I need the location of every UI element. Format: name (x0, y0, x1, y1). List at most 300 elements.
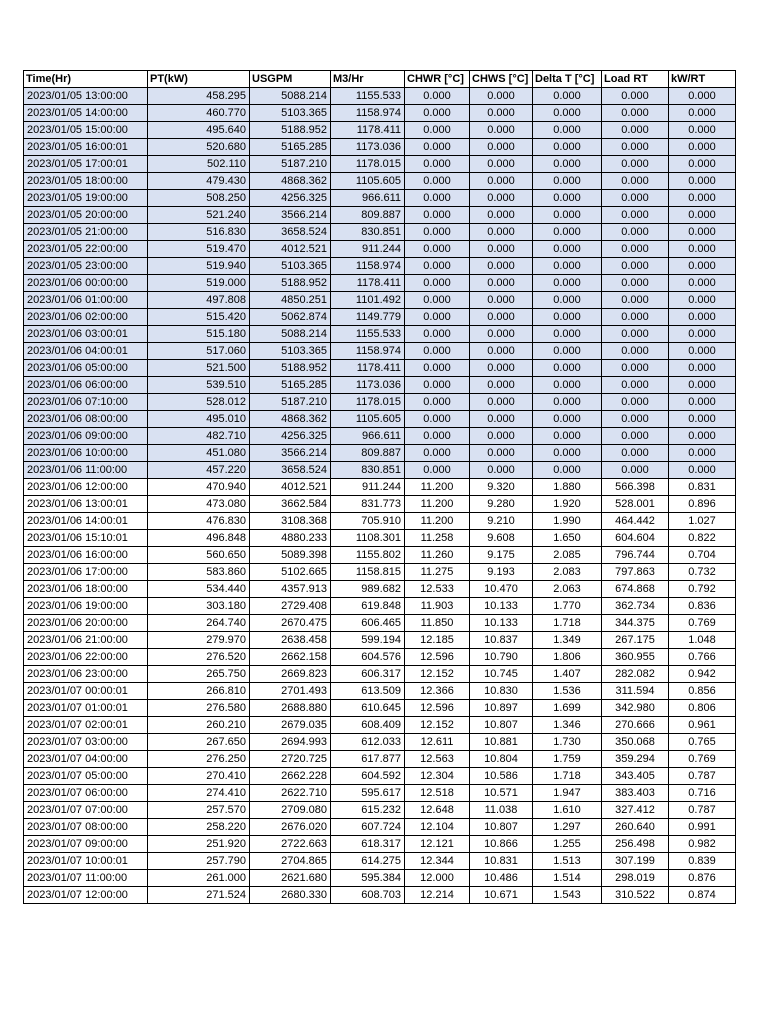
table-row (24, 530, 736, 547)
table-cell: 0.000 (405, 241, 470, 258)
table-cell: 5187.210 (250, 394, 331, 411)
table-cell: 796.744 (602, 547, 669, 564)
table-cell: 12.518 (405, 785, 470, 802)
table-cell: 0.000 (533, 394, 602, 411)
table-cell: 11.200 (405, 479, 470, 496)
table-cell: 2023/01/06 14:00:01 (24, 513, 148, 530)
table-cell: 0.000 (405, 258, 470, 275)
table-cell: 12.648 (405, 802, 470, 819)
table-cell: 0.961 (669, 717, 736, 734)
table-cell: 0.000 (602, 462, 669, 479)
table-cell: 12.596 (405, 649, 470, 666)
table-cell: 495.010 (148, 411, 250, 428)
table-cell: 0.000 (669, 105, 736, 122)
table-cell: 451.080 (148, 445, 250, 462)
table-cell: 0.000 (405, 445, 470, 462)
table-row (24, 870, 736, 887)
table-cell: 1178.411 (331, 360, 405, 377)
table-cell: 0.000 (470, 292, 533, 309)
table-cell: 2023/01/06 21:00:00 (24, 632, 148, 649)
table-cell: 2023/01/06 10:00:00 (24, 445, 148, 462)
table-cell: 1173.036 (331, 139, 405, 156)
table-cell: 10.133 (470, 615, 533, 632)
table-row (24, 853, 736, 870)
table-cell: 517.060 (148, 343, 250, 360)
table-cell: 0.000 (602, 241, 669, 258)
table-cell: 1178.015 (331, 394, 405, 411)
table-cell: 0.000 (470, 241, 533, 258)
table-cell: 2694.993 (250, 734, 331, 751)
table-cell: 1.718 (533, 615, 602, 632)
table-cell: 260.640 (602, 819, 669, 836)
table-cell: 1178.411 (331, 275, 405, 292)
table-row (24, 207, 736, 224)
table-cell: 383.403 (602, 785, 669, 802)
table-cell: 342.980 (602, 700, 669, 717)
table-row (24, 309, 736, 326)
table-cell: 2023/01/07 06:00:00 (24, 785, 148, 802)
table-cell: 1105.605 (331, 173, 405, 190)
column-header: PT(kW) (148, 71, 250, 88)
table-cell: 0.000 (470, 445, 533, 462)
table-cell: 0.000 (669, 360, 736, 377)
table-cell: 5187.210 (250, 156, 331, 173)
table-cell: 10.807 (470, 819, 533, 836)
table-cell: 989.682 (331, 581, 405, 598)
table-cell: 0.000 (533, 275, 602, 292)
table-cell: 4012.521 (250, 241, 331, 258)
table-cell: 4868.362 (250, 173, 331, 190)
table-cell: 0.000 (470, 428, 533, 445)
table-cell: 0.000 (669, 122, 736, 139)
table-cell: 9.320 (470, 479, 533, 496)
table-cell: 618.317 (331, 836, 405, 853)
table-cell: 10.881 (470, 734, 533, 751)
table-cell: 1.514 (533, 870, 602, 887)
table-cell: 0.876 (669, 870, 736, 887)
column-header: CHWR [°C] (405, 71, 470, 88)
table-cell: 0.000 (533, 156, 602, 173)
table-cell: 270.666 (602, 717, 669, 734)
table-cell: 0.000 (470, 88, 533, 105)
table-cell: 0.000 (533, 241, 602, 258)
table-cell: 267.175 (602, 632, 669, 649)
table-cell: 12.563 (405, 751, 470, 768)
table-cell: 344.375 (602, 615, 669, 632)
table-cell: 11.038 (470, 802, 533, 819)
table-cell: 0.000 (533, 122, 602, 139)
table-cell: 0.000 (470, 394, 533, 411)
table-cell: 0.792 (669, 581, 736, 598)
table-cell: 12.185 (405, 632, 470, 649)
table-cell: 476.830 (148, 513, 250, 530)
table-cell: 12.104 (405, 819, 470, 836)
table-cell: 11.200 (405, 496, 470, 513)
column-header: Delta T [°C] (533, 71, 602, 88)
table-cell: 0.000 (405, 207, 470, 224)
table-row (24, 836, 736, 853)
table-cell: 2023/01/07 11:00:00 (24, 870, 148, 887)
table-cell: 1158.974 (331, 258, 405, 275)
table-cell: 12.611 (405, 734, 470, 751)
table-cell: 1.990 (533, 513, 602, 530)
table-cell: 1.297 (533, 819, 602, 836)
table-row (24, 411, 736, 428)
table-cell: 519.940 (148, 258, 250, 275)
table-cell: 0.000 (602, 309, 669, 326)
table-cell: 10.866 (470, 836, 533, 853)
table-cell: 539.510 (148, 377, 250, 394)
table-cell: 606.465 (331, 615, 405, 632)
table-cell: 797.863 (602, 564, 669, 581)
table-cell: 362.734 (602, 598, 669, 615)
table-row (24, 513, 736, 530)
column-header: USGPM (250, 71, 331, 88)
table-cell: 0.000 (533, 326, 602, 343)
table-cell: 502.110 (148, 156, 250, 173)
table-cell: 12.152 (405, 666, 470, 683)
table-cell: 3658.524 (250, 224, 331, 241)
table-cell: 613.509 (331, 683, 405, 700)
table-cell: 0.000 (470, 309, 533, 326)
table-cell: 0.000 (669, 309, 736, 326)
column-header: M3/Hr (331, 71, 405, 88)
table-cell: 2023/01/07 09:00:00 (24, 836, 148, 853)
table-cell: 2023/01/06 18:00:00 (24, 581, 148, 598)
table-cell: 521.500 (148, 360, 250, 377)
table-cell: 0.704 (669, 547, 736, 564)
table-row (24, 241, 736, 258)
table-row (24, 819, 736, 836)
table-cell: 0.000 (669, 275, 736, 292)
table-cell: 307.199 (602, 853, 669, 870)
table-cell: 0.787 (669, 768, 736, 785)
table-row (24, 887, 736, 904)
table-cell: 4850.251 (250, 292, 331, 309)
table-cell: 2701.493 (250, 683, 331, 700)
table-cell: 2023/01/05 21:00:00 (24, 224, 148, 241)
table-cell: 9.175 (470, 547, 533, 564)
table-cell: 0.000 (470, 156, 533, 173)
table-cell: 2023/01/06 15:10:01 (24, 530, 148, 547)
table-cell: 4880.233 (250, 530, 331, 547)
table-cell: 831.773 (331, 496, 405, 513)
table-cell: 266.810 (148, 683, 250, 700)
table-row (24, 547, 736, 564)
table-cell: 0.000 (405, 394, 470, 411)
table-cell: 460.770 (148, 105, 250, 122)
table-cell: 1.610 (533, 802, 602, 819)
table-row (24, 258, 736, 275)
table-cell: 0.000 (533, 139, 602, 156)
table-cell: 2023/01/06 19:00:00 (24, 598, 148, 615)
table-cell: 10.671 (470, 887, 533, 904)
table-cell: 12.304 (405, 768, 470, 785)
table-row (24, 598, 736, 615)
table-cell: 830.851 (331, 224, 405, 241)
table-row (24, 615, 736, 632)
table-cell: 0.000 (602, 258, 669, 275)
table-cell: 0.874 (669, 887, 736, 904)
table-body (24, 88, 736, 904)
table-row (24, 717, 736, 734)
table-cell: 0.000 (602, 88, 669, 105)
table-cell: 1158.974 (331, 343, 405, 360)
table-cell: 0.000 (669, 428, 736, 445)
table-cell: 1101.492 (331, 292, 405, 309)
table-cell: 1.536 (533, 683, 602, 700)
table-cell: 612.033 (331, 734, 405, 751)
table-cell: 0.000 (602, 139, 669, 156)
table-cell: 496.848 (148, 530, 250, 547)
table-cell: 1.718 (533, 768, 602, 785)
table-cell: 2023/01/07 10:00:01 (24, 853, 148, 870)
table-cell: 2709.080 (250, 802, 331, 819)
table-cell: 4357.913 (250, 581, 331, 598)
table-cell: 1.650 (533, 530, 602, 547)
table-cell: 1.920 (533, 496, 602, 513)
table-cell: 0.000 (470, 122, 533, 139)
table-cell: 0.000 (405, 105, 470, 122)
table-cell: 0.856 (669, 683, 736, 700)
table-cell: 0.000 (470, 462, 533, 479)
table-cell: 2023/01/06 16:00:00 (24, 547, 148, 564)
table-cell: 2680.330 (250, 887, 331, 904)
table-row (24, 734, 736, 751)
table-row (24, 139, 736, 156)
table-cell: 0.000 (405, 360, 470, 377)
table-cell: 0.000 (470, 173, 533, 190)
table-cell: 1.407 (533, 666, 602, 683)
table-cell: 0.000 (533, 292, 602, 309)
table-cell: 515.180 (148, 326, 250, 343)
table-cell: 2023/01/05 15:00:00 (24, 122, 148, 139)
table-cell: 457.220 (148, 462, 250, 479)
table-cell: 966.611 (331, 428, 405, 445)
table-cell: 830.851 (331, 462, 405, 479)
table-row (24, 462, 736, 479)
table-cell: 0.000 (669, 139, 736, 156)
table-cell: 0.000 (405, 343, 470, 360)
table-cell: 12.121 (405, 836, 470, 853)
table-cell: 1155.533 (331, 88, 405, 105)
table-cell: 0.000 (533, 411, 602, 428)
table-cell: 2704.865 (250, 853, 331, 870)
table-cell: 0.000 (405, 462, 470, 479)
table-cell: 0.765 (669, 734, 736, 751)
table-cell: 0.000 (602, 360, 669, 377)
table-cell: 267.650 (148, 734, 250, 751)
table-cell: 0.000 (405, 190, 470, 207)
table-cell: 0.000 (533, 173, 602, 190)
table-cell: 479.430 (148, 173, 250, 190)
table-cell: 0.000 (669, 326, 736, 343)
table-cell: 251.920 (148, 836, 250, 853)
table-cell: 0.000 (669, 292, 736, 309)
table-cell: 2720.725 (250, 751, 331, 768)
table-cell: 2676.020 (250, 819, 331, 836)
table-cell: 1178.411 (331, 122, 405, 139)
table-cell: 0.000 (405, 326, 470, 343)
table-cell: 2023/01/06 23:00:00 (24, 666, 148, 683)
table-cell: 9.608 (470, 530, 533, 547)
table-cell: 0.000 (470, 360, 533, 377)
table-cell: 4012.521 (250, 479, 331, 496)
table-cell: 0.000 (470, 105, 533, 122)
table-cell: 2023/01/07 02:00:01 (24, 717, 148, 734)
table-cell: 0.000 (602, 207, 669, 224)
table-cell: 0.000 (405, 173, 470, 190)
table-cell: 11.275 (405, 564, 470, 581)
table-cell: 1173.036 (331, 377, 405, 394)
table-cell: 674.868 (602, 581, 669, 598)
table-cell: 3658.524 (250, 462, 331, 479)
table-row (24, 377, 736, 394)
table-cell: 10.807 (470, 717, 533, 734)
table-row (24, 632, 736, 649)
table-cell: 274.410 (148, 785, 250, 802)
table-cell: 0.000 (533, 360, 602, 377)
table-cell: 5088.214 (250, 326, 331, 343)
table-cell: 607.724 (331, 819, 405, 836)
table-cell: 519.470 (148, 241, 250, 258)
table-cell: 4868.362 (250, 411, 331, 428)
table-cell: 0.942 (669, 666, 736, 683)
table-cell: 1.759 (533, 751, 602, 768)
table-cell: 0.000 (405, 377, 470, 394)
table-cell: 261.000 (148, 870, 250, 887)
table-cell: 10.133 (470, 598, 533, 615)
table-cell: 595.617 (331, 785, 405, 802)
table-cell: 0.000 (669, 343, 736, 360)
table-cell: 911.244 (331, 479, 405, 496)
table-cell: 350.068 (602, 734, 669, 751)
table-cell: 0.836 (669, 598, 736, 615)
table-cell: 5165.285 (250, 139, 331, 156)
table-cell: 2023/01/06 04:00:01 (24, 343, 148, 360)
table-cell: 0.000 (602, 411, 669, 428)
table-row (24, 275, 736, 292)
table-row (24, 122, 736, 139)
table-cell: 270.410 (148, 768, 250, 785)
table-cell: 4256.325 (250, 190, 331, 207)
table-cell: 0.000 (533, 445, 602, 462)
table-cell: 2023/01/06 01:00:00 (24, 292, 148, 309)
table-cell: 604.604 (602, 530, 669, 547)
table-row (24, 479, 736, 496)
table-cell: 11.850 (405, 615, 470, 632)
table-cell: 1108.301 (331, 530, 405, 547)
table-cell: 604.576 (331, 649, 405, 666)
table-cell: 12.366 (405, 683, 470, 700)
table-row (24, 564, 736, 581)
table-cell: 5188.952 (250, 360, 331, 377)
table-cell: 11.258 (405, 530, 470, 547)
table-cell: 2023/01/07 00:00:01 (24, 683, 148, 700)
table-cell: 1.770 (533, 598, 602, 615)
table-row (24, 785, 736, 802)
table-row (24, 649, 736, 666)
table-cell: 12.533 (405, 581, 470, 598)
table-cell: 2023/01/06 13:00:01 (24, 496, 148, 513)
table-cell: 1.880 (533, 479, 602, 496)
table-cell: 2023/01/06 17:00:00 (24, 564, 148, 581)
table-cell: 2023/01/07 08:00:00 (24, 819, 148, 836)
table-cell: 12.344 (405, 853, 470, 870)
column-header: CHWS [°C] (470, 71, 533, 88)
table-cell: 10.804 (470, 751, 533, 768)
table-cell: 0.716 (669, 785, 736, 802)
table-cell: 2.085 (533, 547, 602, 564)
table-cell: 482.710 (148, 428, 250, 445)
table-cell: 5089.398 (250, 547, 331, 564)
table-cell: 809.887 (331, 445, 405, 462)
table-cell: 1.699 (533, 700, 602, 717)
table-cell: 0.732 (669, 564, 736, 581)
table-cell: 0.787 (669, 802, 736, 819)
table-cell: 5165.285 (250, 377, 331, 394)
table-cell: 9.193 (470, 564, 533, 581)
table-cell: 2023/01/05 13:00:00 (24, 88, 148, 105)
table-row (24, 326, 736, 343)
table-cell: 1105.605 (331, 411, 405, 428)
table-cell: 2023/01/05 20:00:00 (24, 207, 148, 224)
table-cell: 0.000 (602, 445, 669, 462)
column-header: kW/RT (669, 71, 736, 88)
table-cell: 0.000 (669, 394, 736, 411)
table-cell: 0.000 (405, 139, 470, 156)
table-cell: 470.940 (148, 479, 250, 496)
table-cell: 0.000 (669, 241, 736, 258)
table-cell: 0.000 (405, 88, 470, 105)
table-cell: 282.082 (602, 666, 669, 683)
table-cell: 1178.015 (331, 156, 405, 173)
table-cell: 10.486 (470, 870, 533, 887)
table-cell: 0.000 (405, 156, 470, 173)
table-cell: 2023/01/06 20:00:00 (24, 615, 148, 632)
table-cell: 0.769 (669, 615, 736, 632)
table-cell: 0.000 (669, 377, 736, 394)
table-cell: 256.498 (602, 836, 669, 853)
table-cell: 2023/01/07 03:00:00 (24, 734, 148, 751)
table-cell: 0.000 (669, 445, 736, 462)
table-cell: 0.000 (602, 428, 669, 445)
table-cell: 2023/01/07 01:00:01 (24, 700, 148, 717)
table-cell: 2023/01/06 05:00:00 (24, 360, 148, 377)
table-cell: 2.063 (533, 581, 602, 598)
table-cell: 2023/01/05 14:00:00 (24, 105, 148, 122)
table-cell: 0.000 (533, 105, 602, 122)
table-cell: 528.012 (148, 394, 250, 411)
table-cell: 528.001 (602, 496, 669, 513)
table-cell: 0.000 (470, 275, 533, 292)
table-cell: 0.806 (669, 700, 736, 717)
table-cell: 1.027 (669, 513, 736, 530)
table-cell: 0.000 (470, 326, 533, 343)
table-cell: 0.000 (533, 224, 602, 241)
table-cell: 0.000 (405, 411, 470, 428)
table-row (24, 802, 736, 819)
table-cell: 0.000 (602, 105, 669, 122)
table-cell: 12.152 (405, 717, 470, 734)
table-cell: 2023/01/07 12:00:00 (24, 887, 148, 904)
table-cell: 303.180 (148, 598, 250, 615)
table-cell: 2638.458 (250, 632, 331, 649)
table-cell: 327.412 (602, 802, 669, 819)
table-cell: 0.000 (533, 462, 602, 479)
table-cell: 10.586 (470, 768, 533, 785)
table-cell: 0.000 (669, 258, 736, 275)
